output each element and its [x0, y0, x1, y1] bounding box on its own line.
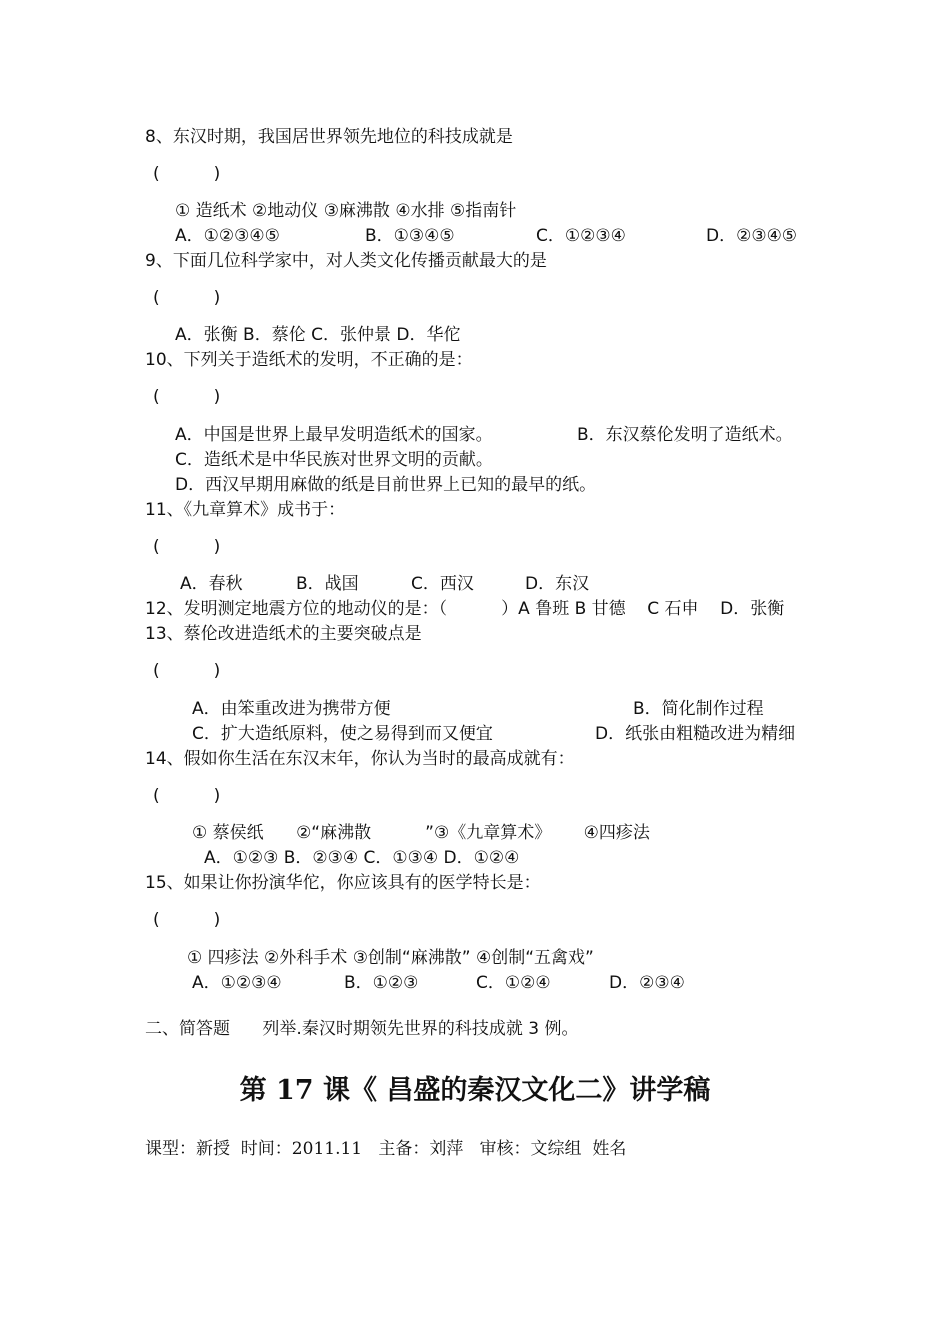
option-c: C．造纸术是中华民族对世界文明的贡献。 [175, 450, 493, 470]
question-14-stem: 14、假如你生活在东汉末年，你认为当时的最高成就有： [145, 749, 575, 769]
question-14-options: A．①②③ B．②③④ C．①③④ D．①②④ [204, 848, 520, 868]
question-13-stem: 13、蔡伦改进造纸术的主要突破点是 [145, 624, 422, 644]
question-11-stem: 11、《九章算术》成书于： [145, 500, 346, 520]
option-d: D．西汉早期用麻做的纸是目前世界上已知的最早的纸。 [175, 475, 597, 495]
question-8-stem: 8、东汉时期，我国居世界领先地位的科技成就是 [145, 127, 513, 147]
option-b: B．简化制作过程 [633, 699, 764, 719]
option-a: A．由笨重改进为携带方便 [192, 699, 391, 719]
question-8-items: ① 造纸术 ②地动仪 ③麻沸散 ④水排 ⑤指南针 [175, 201, 517, 221]
answer-blank: ( ) [153, 288, 221, 308]
answer-blank: ( ) [153, 164, 221, 184]
answer-blank: ( ) [153, 387, 221, 407]
option-b: B．①③④⑤ [365, 226, 455, 246]
question-10-stem: 10、下列关于造纸术的发明，不正确的是： [145, 350, 473, 370]
question-15-items: ① 四疹法 ②外科手术 ③创制“麻沸散” ④创制“五禽戏” [187, 948, 594, 968]
option-c: C．①②③④ [536, 226, 626, 246]
question-14-items: ① 蔡侯纸 ②“麻沸散 ”③《九章算术》 ④四疹法 [192, 823, 650, 843]
option-d: D．纸张由粗糙改进为精细 [595, 724, 796, 744]
answer-blank: ( ) [153, 661, 221, 681]
short-answer-section: 二、简答题 列举.秦汉时期领先世界的科技成就 3 例。 [145, 1019, 579, 1039]
option-a: A．①②③④⑤ [175, 226, 280, 246]
option-a: A．春秋 [180, 574, 243, 594]
option-b: B．①②③ [344, 973, 419, 993]
lesson-meta: 课型：新授 时间：2011.11 主备：刘萍 审核：文综组 姓名 [145, 1139, 627, 1159]
option-a: A．中国是世界上最早发明造纸术的国家。 [175, 425, 493, 445]
question-9-options: A．张衡 B．蔡伦 C．张仲景 D．华佗 [175, 325, 461, 345]
option-c: C．西汉 [411, 574, 474, 594]
option-d: D．②③④ [609, 973, 685, 993]
answer-blank: ( ) [153, 786, 221, 806]
option-c: C．①②④ [476, 973, 551, 993]
question-9-stem: 9、下面几位科学家中，对人类文化传播贡献最大的是 [145, 251, 547, 271]
question-12-stem: 12、发明测定地震方位的地动仪的是：（ ）A 鲁班 B 甘德 C 石申 D．张衡 [145, 599, 785, 619]
question-15-stem: 15、如果让你扮演华佗，你应该具有的医学特长是： [145, 873, 541, 893]
answer-blank: ( ) [153, 910, 221, 930]
option-d: D．②③④⑤ [706, 226, 798, 246]
answer-blank: ( ) [153, 537, 221, 557]
lesson-title: 第 17 课《 昌盛的秦汉文化二》讲学稿 [239, 1075, 711, 1106]
option-b: B．东汉蔡伦发明了造纸术。 [577, 425, 793, 445]
option-c: C．扩大造纸原料，使之易得到而又便宜 [192, 724, 493, 744]
option-a: A．①②③④ [192, 973, 282, 993]
option-d: D．东汉 [525, 574, 590, 594]
option-b: B．战国 [296, 574, 359, 594]
